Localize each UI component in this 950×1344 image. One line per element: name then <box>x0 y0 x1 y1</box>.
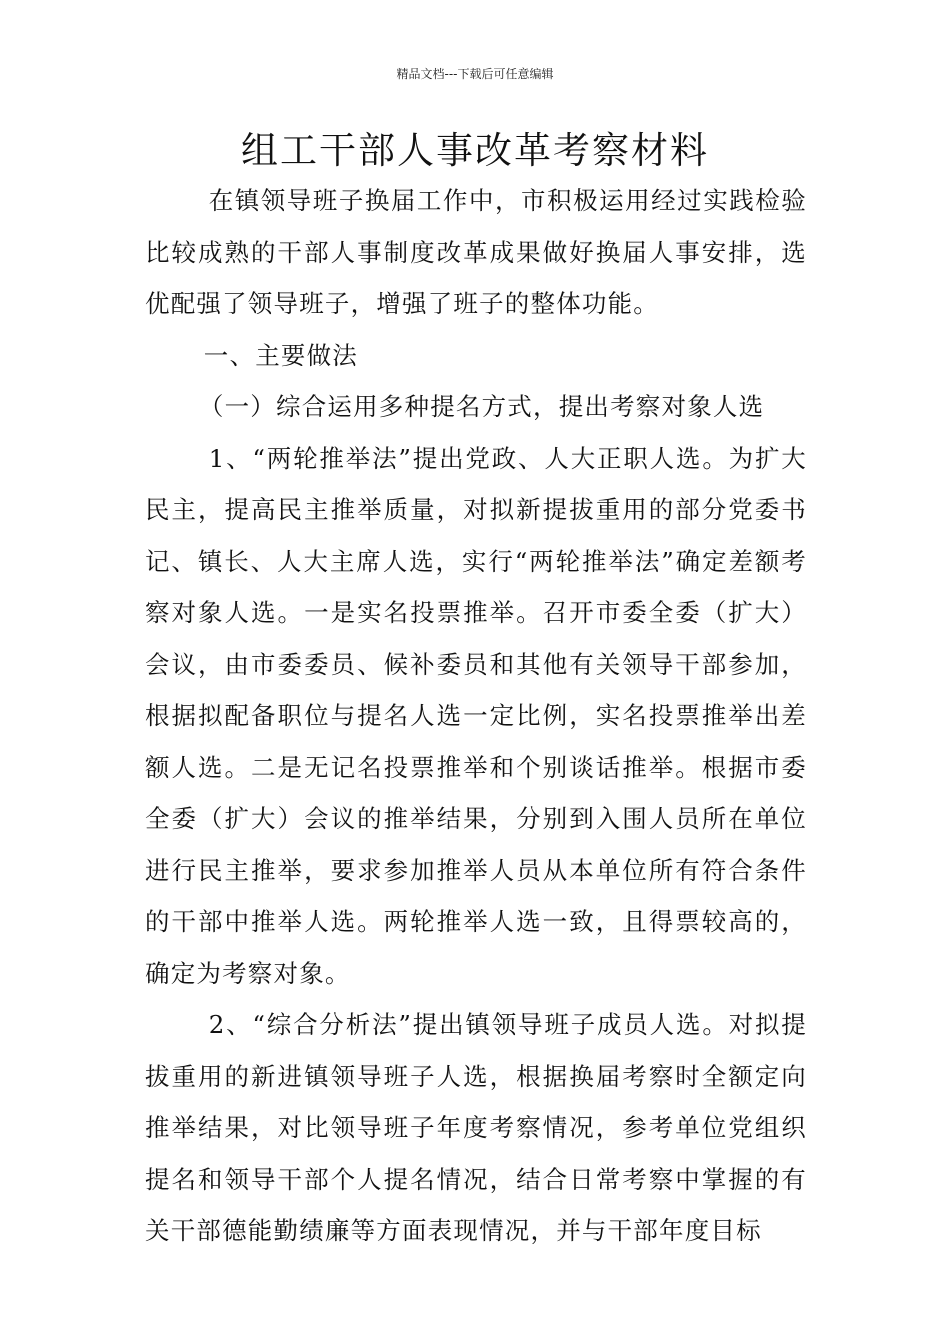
section-heading: 一、主要做法 <box>203 340 358 370</box>
item-paragraph-2: 2、“综合分析法”提出镇领导班子成员人选。对拟提拔重用的新进镇领导班子人选，根据换届考察时全额定向推举结果，对比领导班子年度考察情况，参考单位党组织提名和领导干部个人提名情况，结合日常考察中掌握的有关干部德能勤绩廉等方面表现情况，并与干部年度目标 <box>145 1010 807 1245</box>
item-paragraph-1: 1、“两轮推举法”提出党政、人大正职人选。为扩大民主，提高民主推举质量，对拟新提拔重用的部分党委书记、镇长、人大主席人选，实行“两轮推举法”确定差额考察对象人选。一是实名投票推举。召开市委全委（扩大）会议，由市委委员、候补委员和其他有关领导干部参加，根据拟配备职位与提名人选一定比例，实名投票推举出差额人选。二是无记名投票推举和个别谈话推举。根据市委全委（扩大）会议的推举结果，分别到入围人员所在单位进行民主推举，要求参加推举人员从本单位所有符合条件的干部中推举人选。两轮推举人选一致，且得票较高的，确定为考察对象。 <box>145 443 807 988</box>
header-note: 精品文档---下载后可任意编辑 <box>396 67 554 81</box>
intro-paragraph: 在镇领导班子换届工作中，市积极运用经过实践检验比较成熟的干部人事制度改革成果做好换届人事安排，选优配强了领导班子，增强了班子的整体功能。 <box>145 186 807 318</box>
document-body <box>145 175 807 1257</box>
document-title: 组工干部人事改革考察材料 <box>241 129 709 172</box>
subsection-heading: （一）综合运用多种提名方式，提出考察对象人选 <box>198 392 765 421</box>
